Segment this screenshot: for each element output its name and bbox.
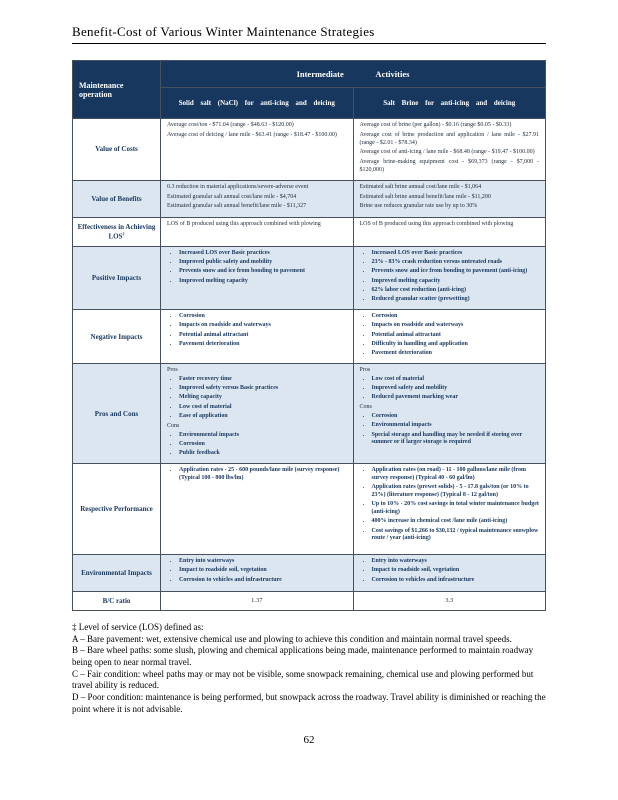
bullet-item: • Corrosion: [372, 413, 540, 421]
bullet-item: • Entry into waterways: [372, 558, 540, 566]
cell-right: [353, 364, 546, 464]
row-label: Value of Benefits: [73, 180, 161, 217]
column-header-solid-salt: Solid salt (NaCl) for anti-icing and deicing: [161, 88, 354, 119]
cell-right: [353, 464, 546, 555]
bullet-item: • Special storage and handling may be needed if storing over summer or if larger storage is required: [372, 432, 540, 448]
table-row: [73, 364, 546, 464]
cell-text: Brine use reduces granular rate use by up to 30%: [359, 203, 478, 210]
cell-text: Average cost of brine production and application / lane mile - $27.91 (range - $2.01 - $78.34): [359, 131, 539, 146]
cell-text: 3.3: [445, 597, 454, 605]
footnote-line: C – Fair condition: wheel paths may or may not be visible, some snowpack remaining, chemical use and plowing performed but travel ability is reduced.: [72, 668, 534, 691]
table-row: [73, 180, 546, 217]
bullet-list: [179, 558, 347, 584]
bullet-item: • Pavement deterioration: [179, 341, 347, 349]
footnote-line: D – Poor condition: maintenance is being performed, but snowpack across the roadway. Travel ability is diminished or reaching the point where it is not advisable.: [72, 692, 546, 714]
bullet-item: • Potential animal attractant: [179, 332, 347, 340]
bullet-list: [179, 313, 347, 349]
cell-right: [353, 246, 546, 309]
bullet-list: [179, 432, 347, 458]
row-label: Effectiveness in Achieving LOS‡: [73, 217, 161, 246]
bullet-list: [372, 413, 540, 447]
bullet-list: [179, 250, 347, 286]
group-header: Intermediate Activities: [161, 61, 546, 88]
row-label: Respective Performance: [73, 464, 161, 555]
table-body: [73, 119, 546, 611]
bullet-item: • Low cost of material: [372, 376, 540, 384]
row-label: B/C ratio: [73, 592, 161, 611]
footnotes: [72, 622, 546, 716]
cell-text: Estimated salt brine annual benefit/lane mile - $11,200: [359, 193, 491, 200]
bullet-item: • Application rates (prewet solids) - 5 - 17.8 gals/ton (or 10% to 23%) (literature response) (Typical 8 - 12 gal/ton): [372, 484, 540, 500]
cell-right: [353, 555, 546, 592]
bullet-item: • Prevents snow and ice from bonding to pavement: [179, 268, 347, 276]
cell-left: [161, 180, 354, 217]
cell-right: [353, 119, 546, 181]
bullet-item: • Corrosion to vehicles and infrastructure: [179, 577, 347, 585]
cell-text: Estimated salt brine annual cost/lane mile - $1,064: [359, 183, 482, 190]
bullet-item: • Reduced granular scatter (prewetting): [372, 296, 540, 304]
bullet-item: • Ease of application: [179, 413, 347, 421]
table-row: [73, 217, 546, 246]
corner-header: Maintenance operation: [73, 61, 161, 119]
page-title: Benefit-Cost of Various Winter Maintenance Strategies: [72, 24, 375, 39]
bullet-item: • Improved melting capacity: [372, 278, 540, 286]
bullet-item: • Environmental impacts: [372, 422, 540, 430]
bullet-item: • Reduced pavement marking wear: [372, 394, 540, 402]
cell-text: LOS of B produced using this approach combined with plowing: [359, 220, 514, 227]
bullet-list: [179, 376, 347, 421]
cell-text: 0.3 reduction in material applications/severe-adverse event: [167, 183, 309, 190]
cell-left: [161, 246, 354, 309]
cell-heading: Cons: [359, 404, 372, 411]
cell-text: 1.37: [251, 597, 263, 605]
bullet-item: • Corrosion to vehicles and infrastructure: [372, 577, 540, 585]
bullet-item: • Increased LOS over Basic practices: [372, 250, 540, 258]
bullet-item: • Corrosion: [372, 313, 540, 321]
row-label: Environmental Impacts: [73, 555, 161, 592]
table-row: [73, 555, 546, 592]
bullet-item: • Impacts on roadside and waterways: [179, 322, 347, 330]
table-row: [73, 119, 546, 181]
cell-left: [161, 464, 354, 555]
cell-text: Average cost of brine (per gallon) - $0.16 (range $0.05 - $0.33): [359, 122, 512, 128]
bullet-list: [372, 558, 540, 584]
bullet-item: • Faster recovery time: [179, 376, 347, 384]
bullet-item: • Improved public safety and mobility: [179, 259, 347, 267]
cell-right: [353, 592, 546, 611]
bullet-item: • Public feedback: [179, 450, 347, 458]
table-header: [73, 61, 546, 119]
cell-right: [353, 217, 546, 246]
bullet-item: • Corrosion: [179, 313, 347, 321]
cell-text: Average cost of anti-icing / lane mile - $68.48 (range - $19.47 - $100.00): [359, 149, 535, 156]
bullet-item: • Improved melting capacity: [179, 278, 347, 286]
bullet-item: • Environmental impacts: [179, 432, 347, 440]
cell-heading: Pros: [359, 367, 371, 374]
cell-right: [353, 180, 546, 217]
row-label: Pros and Cons: [73, 364, 161, 464]
footnote-line: B – Bare wheel paths: some slush, plowing and chemical applications being made, maintenance performed to maintain roadway being open to near normal travel.: [72, 645, 534, 668]
bullet-item: • Improved safety and mobility: [372, 385, 540, 393]
bullet-item: • Application rates - 25 - 600 pounds/lane mile (survey response) (Typical 100 - 800 lbs/lm): [179, 467, 347, 483]
bullet-item: • Corrosion: [179, 441, 347, 449]
cell-heading: Cons: [167, 422, 180, 429]
bullet-item: • Impact to roadside soil, vegetation: [372, 567, 540, 575]
bullet-item: • 62% labor cost reduction (anti-icing): [372, 287, 540, 295]
page-number: 62: [303, 733, 315, 746]
table-row: [73, 592, 546, 611]
bullet-item: • Cost savings of $1,266 to $30,132 / typical maintenance snowplow route / year (anti-icing): [372, 528, 540, 544]
bullet-item: • Melting capacity: [179, 394, 347, 402]
table-row: [73, 246, 546, 309]
footnote-line: ‡ Level of service (LOS) defined as:: [72, 622, 204, 633]
bullet-item: • Increased LOS over Basic practices: [179, 250, 347, 258]
bullet-item: • Impact to roadside soil, vegetation: [179, 567, 347, 575]
bullet-list: [372, 250, 540, 304]
cell-text: Average cost of deicing / lane mile - $63.41 (range - $18.47 - $100.00): [167, 131, 337, 138]
cell-left: [161, 217, 354, 246]
table-row: [73, 464, 546, 555]
cell-text: Average brine-making equipment cost - $69,373 (range - $7,000 - $120,000): [359, 159, 539, 173]
bullet-item: • Potential animal attractant: [372, 332, 540, 340]
cell-left: [161, 119, 354, 181]
cell-left: [161, 310, 354, 364]
bullet-item: • 23% - 83% crash reduction versus untreated roads: [372, 259, 540, 267]
benefit-cost-table: [72, 60, 546, 611]
bullet-item: • Improved safety versus Basic practices: [179, 385, 347, 393]
cell-text: LOS of B produced using this approach combined with plowing: [167, 220, 321, 227]
row-label: Negative Impacts: [73, 310, 161, 364]
bullet-list: [372, 467, 540, 543]
bullet-item: • Impacts on roadside and waterways: [372, 322, 540, 330]
cell-left: [161, 555, 354, 592]
cell-left: [161, 364, 354, 464]
footnote-marker: ‡: [122, 231, 125, 237]
bullet-item: • Pavement deterioration: [372, 350, 540, 358]
bullet-item: • Low cost of material: [179, 404, 347, 412]
cell-text: Average cost/ton - $71.04 (range - $48.63 - $120.00): [167, 122, 294, 128]
row-label: Positive Impacts: [73, 246, 161, 309]
column-header-salt-brine: Salt Brine for anti-icing and deicing: [353, 88, 546, 119]
bullet-list: [372, 376, 540, 402]
cell-right: [353, 310, 546, 364]
bullet-list: [179, 467, 347, 483]
footnote-line: A – Bare pavement: wet, extensive chemical use and plowing to achieve this condition and maintain normal travel speeds.: [72, 633, 512, 644]
bullet-item: • Prevents snow and ice from bonding to pavement (anti-icing): [372, 268, 540, 276]
row-label: Value of Costs: [73, 119, 161, 181]
bullet-list: [372, 313, 540, 358]
bullet-item: • Up to 10% - 20% cost savings in total winter maintenance budget (anti-icing): [372, 501, 540, 517]
bullet-item: • Difficulty in handling and application: [372, 341, 540, 349]
title-divider: [72, 43, 546, 44]
cell-text: Estimated granular salt annual cost/lane mile - $4,704: [167, 193, 297, 200]
cell-text: Estimated granular salt annual benefit/lane mile - $11,327: [167, 203, 307, 210]
bullet-item: • 400% increase in chemical cost /lane mile (anti-icing): [372, 518, 540, 526]
table-row: [73, 310, 546, 364]
cell-left: [161, 592, 354, 611]
cell-heading: Pros: [167, 367, 178, 374]
bullet-item: • Application rates (on road) - 11 - 100 gallons/lane mile (from survey response) (Typical 40 - 60 gal/lm): [372, 467, 540, 483]
bullet-item: • Entry into waterways: [179, 558, 347, 566]
